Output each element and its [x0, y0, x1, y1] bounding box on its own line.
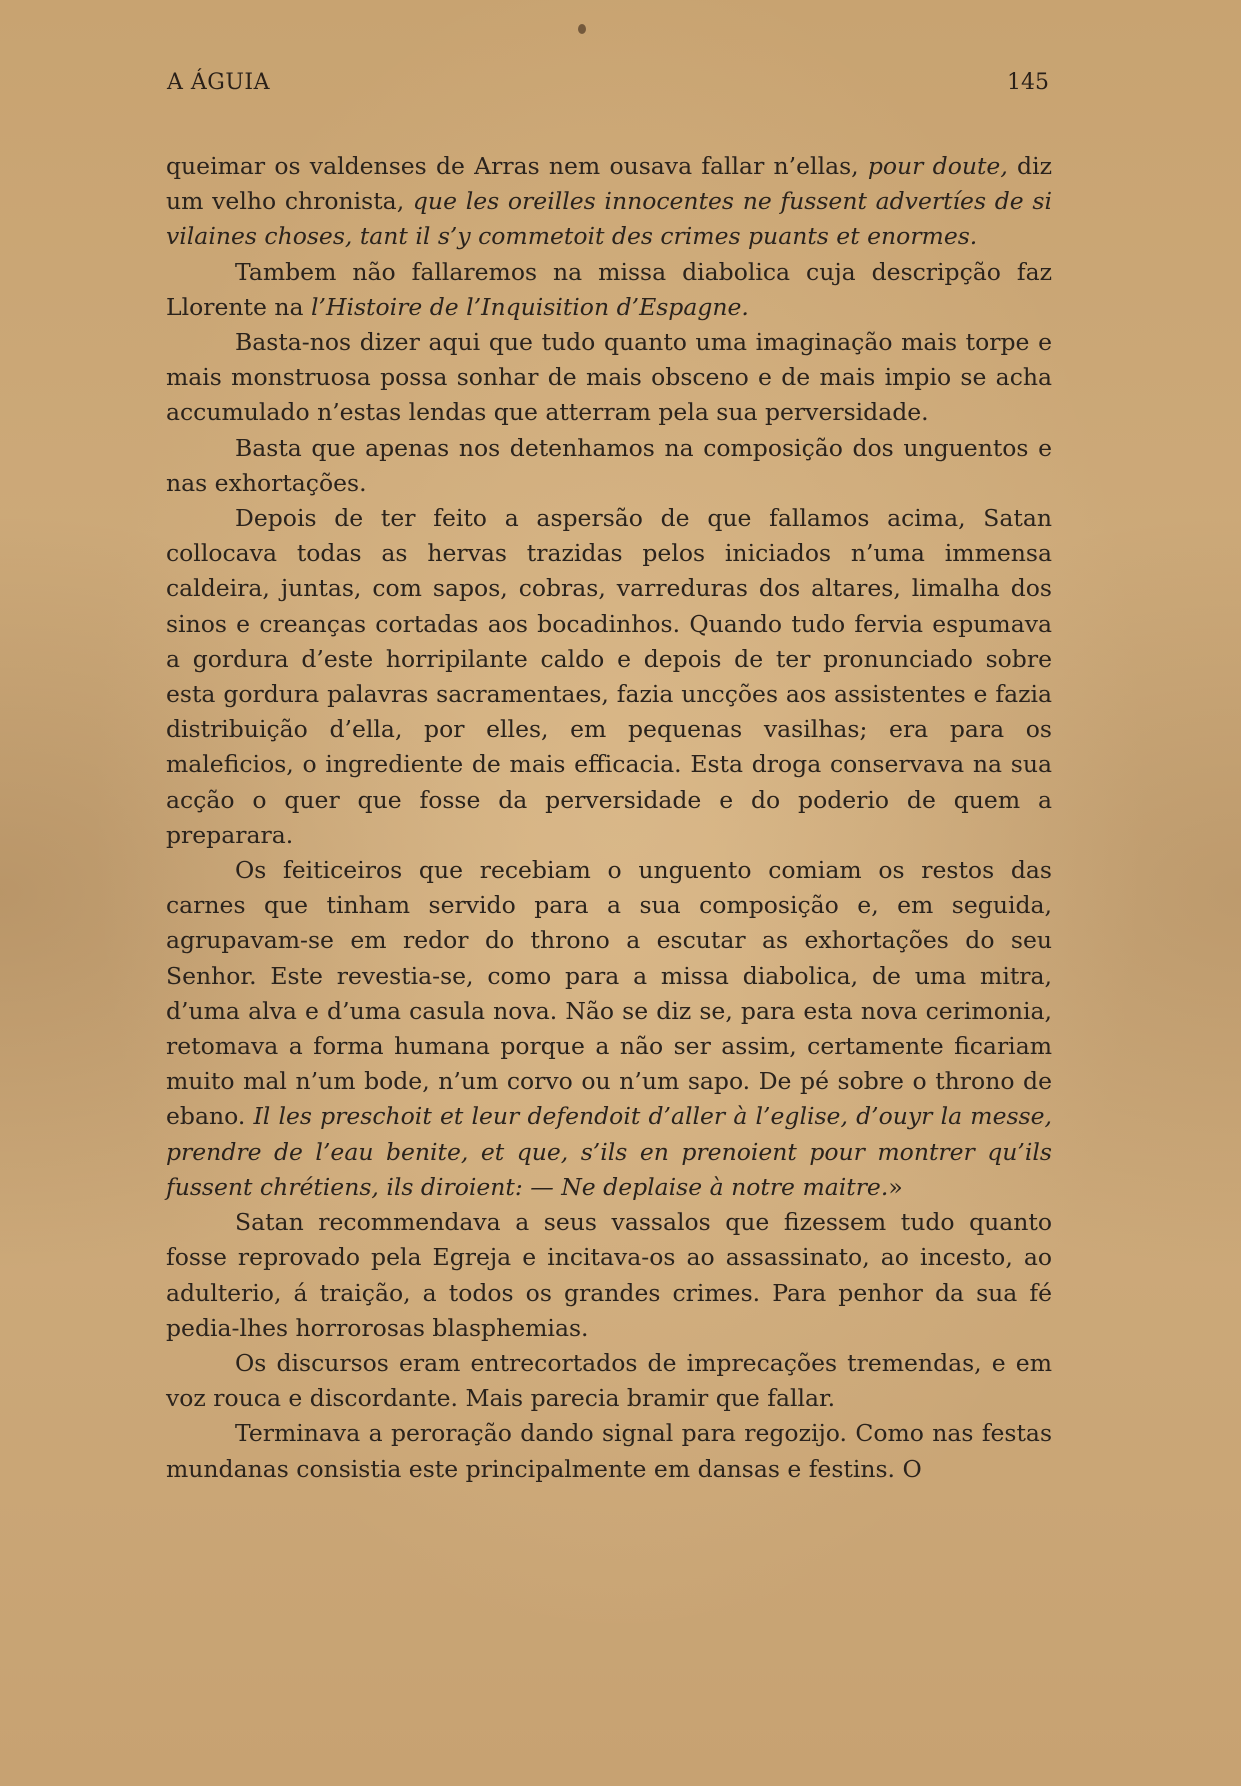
- paragraph-8: [166, 1346, 1052, 1416]
- paragraph-9: [166, 1416, 1052, 1486]
- paragraph-3: [166, 325, 1052, 431]
- text-run: »: [888, 1172, 903, 1201]
- text-run: Depois de ter feito a aspersão de que fallamos acima, Satan collocava todas as hervas trazidas pelos iniciados n’uma immensa caldeira, juntas, com sapos, cobras, varreduras dos altares, limalha dos sinos e creanças cortadas aos bocadinhos. Quando tudo fervia espumava a gordura d’este horripilante caldo e depois de ter pronunciado sobre esta gordura palavras sacramentaes, fazia uncções aos assistentes e fazia distribuição d’ella, por elles, em pequenas vasilhas; era para os maleficios, o ingrediente de mais efficacia. Esta droga conservava na sua acção o quer que fosse da perversidade e do poderio de quem a preparara.: [166, 504, 1052, 849]
- page-number: 145: [1007, 70, 1049, 95]
- text-run: Tambem não fallaremos na missa diabolica cuja descripção faz Llorente na: [166, 257, 1052, 321]
- text-run-italic: Il les preschoit et leur defendoit d’aller à l’eglise, d’ouyr la messe, prendre de l’eau benite, et que, s’ils en prenoient pour montrer qu’ils fussent chrétiens, ils diroient: — Ne deplaise à notre maitre.: [166, 1102, 1052, 1201]
- text-run: Os discursos eram entrecortados de imprecações tremendas, e em voz rouca e discordante. Mais parecia bramir que fallar.: [166, 1348, 1052, 1413]
- text-run-italic: l’Histoire de l’Inquisition d’Espagne.: [310, 292, 749, 321]
- text-run-italic: pour doute,: [867, 152, 1008, 180]
- paragraph-2: [166, 255, 1052, 325]
- paragraph-6: [166, 853, 1052, 1205]
- text-run: Os feiticeiros que recebiam o unguento comiam os restos das carnes que tinham servido para a sua composição e, em seguida, agrupavam-se em redor do throno a escutar as exhortações do seu Senhor. Este revestia-se, como para a missa diabolica, de uma mitra, d’uma alva e d’uma casula nova. Não se diz se, para esta nova cerimonia, retomava a forma humana porque a não ser assim, certamente ficariam muito mal n’um bode, n’um corvo ou n’um sapo. De pé sobre o throno de ebano.: [166, 856, 1052, 1131]
- paragraph-7: [166, 1205, 1052, 1346]
- text-run: Terminava a peroração dando signal para regozijo. Como nas festas mundanas consistia este principalmente em dansas e festins. O: [166, 1419, 1052, 1483]
- running-head: [167, 70, 1049, 95]
- paragraph-5: [166, 501, 1052, 853]
- text-run: Satan recommendava a seus vassalos que fizessem tudo quanto fosse reprovado pela Egreja e incitava-os ao assassinato, ao incesto, ao adulterio, á traição, a todos os grandes crimes. Para penhor da sua fé pedia-lhes horrorosas blasphemias.: [166, 1208, 1052, 1342]
- journal-title: A ÁGUIA: [167, 70, 270, 95]
- paragraph-4: [166, 431, 1052, 501]
- text-run-italic: que les oreilles innocentes ne fussent advertíes de si vilaines choses, tant il s’y commetoit des crimes puants et enormes.: [166, 187, 1052, 251]
- ink-spot: [578, 24, 586, 34]
- text-run: queimar os valdenses de Arras nem ousava fallar n’ellas,: [166, 152, 868, 180]
- body-text: [166, 149, 1052, 1487]
- text-run: Basta-nos dizer aqui que tudo quanto uma imaginação mais torpe e mais monstruosa possa sonhar de mais obsceno e de mais impio se acha accumulado n’estas lendas que atterram pela sua perversidade.: [166, 328, 1052, 427]
- text-run: Basta que apenas nos detenhamos na composição dos unguentos e nas exhortações.: [166, 433, 1052, 497]
- text-run: diz um velho chronista,: [166, 152, 1052, 216]
- paragraph-1: [166, 149, 1052, 255]
